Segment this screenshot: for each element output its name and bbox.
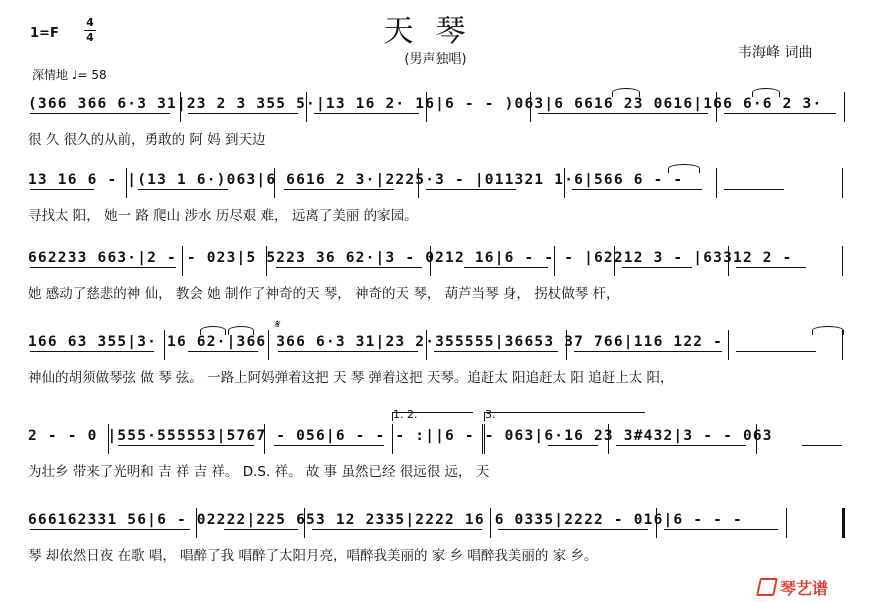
time-numerator: 4	[86, 16, 94, 29]
beam	[224, 529, 298, 530]
notation-line-2: 13 16 6 - |(13 1 6·)063|6 6616 2 3·|2225·3 - |011321 1·6|566 6 - -	[28, 172, 684, 188]
barline	[264, 424, 265, 454]
logo-icon	[756, 578, 778, 596]
barline	[716, 168, 717, 198]
key-signature: 1=F	[30, 26, 59, 41]
beam	[572, 189, 702, 190]
barline	[842, 168, 843, 198]
lyric-line-4: 神仙的胡须做琴弦 做 琴 弦。 一路上阿妈弹着这把 天 琴 弹着这把 天琴。追赶太 阳追赶太 阳 追赶上太 阳，	[28, 370, 674, 386]
barline	[608, 424, 609, 454]
lyric-line-1: 很 久 很久的从前，勇敢的 阿 妈 到天边	[28, 132, 266, 148]
barline	[716, 92, 717, 122]
beam	[274, 445, 384, 446]
score-line-4	[28, 334, 846, 424]
beam	[30, 351, 154, 352]
barline	[268, 330, 269, 360]
score-line-3	[28, 250, 846, 340]
beam	[314, 113, 419, 114]
beam	[736, 351, 816, 352]
slur	[200, 326, 226, 335]
barline	[418, 168, 419, 198]
barline	[196, 508, 197, 538]
beam	[538, 113, 708, 114]
barline	[564, 168, 565, 198]
beam	[724, 113, 836, 114]
subtitle: (男声独唱)	[404, 52, 467, 67]
slur	[752, 88, 780, 97]
beam	[30, 267, 176, 268]
barline	[530, 92, 531, 122]
barline	[566, 330, 567, 360]
notation-line-5: 2 - - 0 |555·555553|5767 - 056|6 - - - :||6 - - 063|6·16 23 3#432|3 - - 063	[28, 428, 773, 444]
barline	[426, 92, 427, 122]
beam	[118, 445, 254, 446]
lyric-line-5: 为壮乡 带来了光明和 吉 祥 吉 祥。 D.S. 祥。 故 事 虽然已经 很远很 远， 天	[28, 464, 490, 480]
barline	[182, 246, 183, 276]
beam	[724, 189, 784, 190]
time-signature	[84, 17, 96, 44]
score-line-5	[28, 428, 846, 518]
barline	[274, 168, 275, 198]
barline	[304, 508, 305, 538]
beam	[548, 445, 598, 446]
lyric-line-2: 寻找太 阳， 她一 路 爬山 涉水 历尽艰 难， 远离了美丽 的家园。	[28, 208, 418, 224]
barline	[490, 508, 491, 538]
barline	[430, 246, 431, 276]
barline	[392, 424, 393, 454]
barline	[656, 508, 657, 538]
beam	[188, 113, 298, 114]
barline	[164, 330, 165, 360]
beam	[284, 189, 394, 190]
beam	[574, 351, 722, 352]
segno-mark: 𝄋	[274, 317, 280, 331]
barline	[728, 246, 729, 276]
beam	[30, 113, 170, 114]
lyric-line-3: 她 感动了慈悲的神 仙， 教会 她 制作了神奇的天 琴， 神奇的天 琴， 葫芦当琴 身， 拐杖做琴 杆，	[28, 286, 620, 302]
beam	[278, 351, 418, 352]
time-denominator: 4	[86, 31, 94, 44]
beam	[188, 351, 258, 352]
site-logo[interactable]	[758, 576, 828, 599]
beam	[312, 529, 482, 530]
slur	[812, 326, 844, 335]
beam	[426, 189, 516, 190]
slur	[668, 164, 700, 173]
tempo-marking: 深情地 ♩= 58	[32, 68, 107, 82]
barline	[266, 246, 267, 276]
beam	[802, 445, 842, 446]
beam	[138, 189, 228, 190]
beam	[464, 267, 548, 268]
beam	[30, 529, 190, 530]
beam	[616, 445, 746, 446]
beam	[434, 351, 558, 352]
barline	[108, 424, 109, 454]
barline	[756, 424, 757, 454]
credit: 韦海峰 词曲	[738, 45, 813, 61]
barline	[614, 246, 615, 276]
slur	[228, 326, 254, 335]
notation-line-4: 166 63 355|3· 16 62·|366 366 6·3 31|23 2·355555|36653 37 766|116 122 -	[28, 334, 724, 350]
barline	[842, 246, 843, 276]
page-title: 天琴	[383, 14, 488, 49]
volta-third-ending: 3.	[485, 408, 496, 421]
beam	[498, 529, 648, 530]
final-barline	[842, 508, 845, 538]
beam	[736, 267, 806, 268]
score-line-6	[28, 512, 846, 602]
beam	[664, 529, 778, 530]
barline	[728, 330, 729, 360]
barline	[180, 92, 181, 122]
lyric-line-6: 琴 却依然日夜 在歌 唱， 唱醉了我 唱醉了太阳月亮，唱醉我美丽的 家 乡 唱醉我美丽的 家 乡。	[28, 548, 598, 564]
beam	[30, 189, 94, 190]
beam	[276, 267, 422, 268]
score-line-2	[28, 172, 846, 262]
volta-first-ending: 1. 2.	[393, 408, 418, 421]
barline	[786, 508, 787, 538]
notation-line-6: 666162331 56|6 - 02222|225 653 12 2335|2222 16 6 0335|2222 - 016|6 - - -	[28, 512, 743, 528]
notation-line-3: 662233 663·|2 - - 023|5 5223 36 62·|3 - 0212 16|6 - - - |62212 3 - |63312 2 -	[28, 250, 793, 266]
barline	[306, 92, 307, 122]
barline	[554, 246, 555, 276]
barline	[844, 92, 845, 122]
barline	[426, 330, 427, 360]
slur	[612, 88, 640, 97]
barline	[126, 168, 127, 198]
notation-line-1: (366 366 6·3 31|23 2 3 355 5·|13 16 2· 16|6 - - )063|6 6616 23 0616|166 6·6 2 3·	[28, 96, 823, 112]
logo-text: 琴艺谱	[780, 579, 829, 598]
beam	[622, 267, 692, 268]
repeat-barline	[482, 424, 485, 454]
